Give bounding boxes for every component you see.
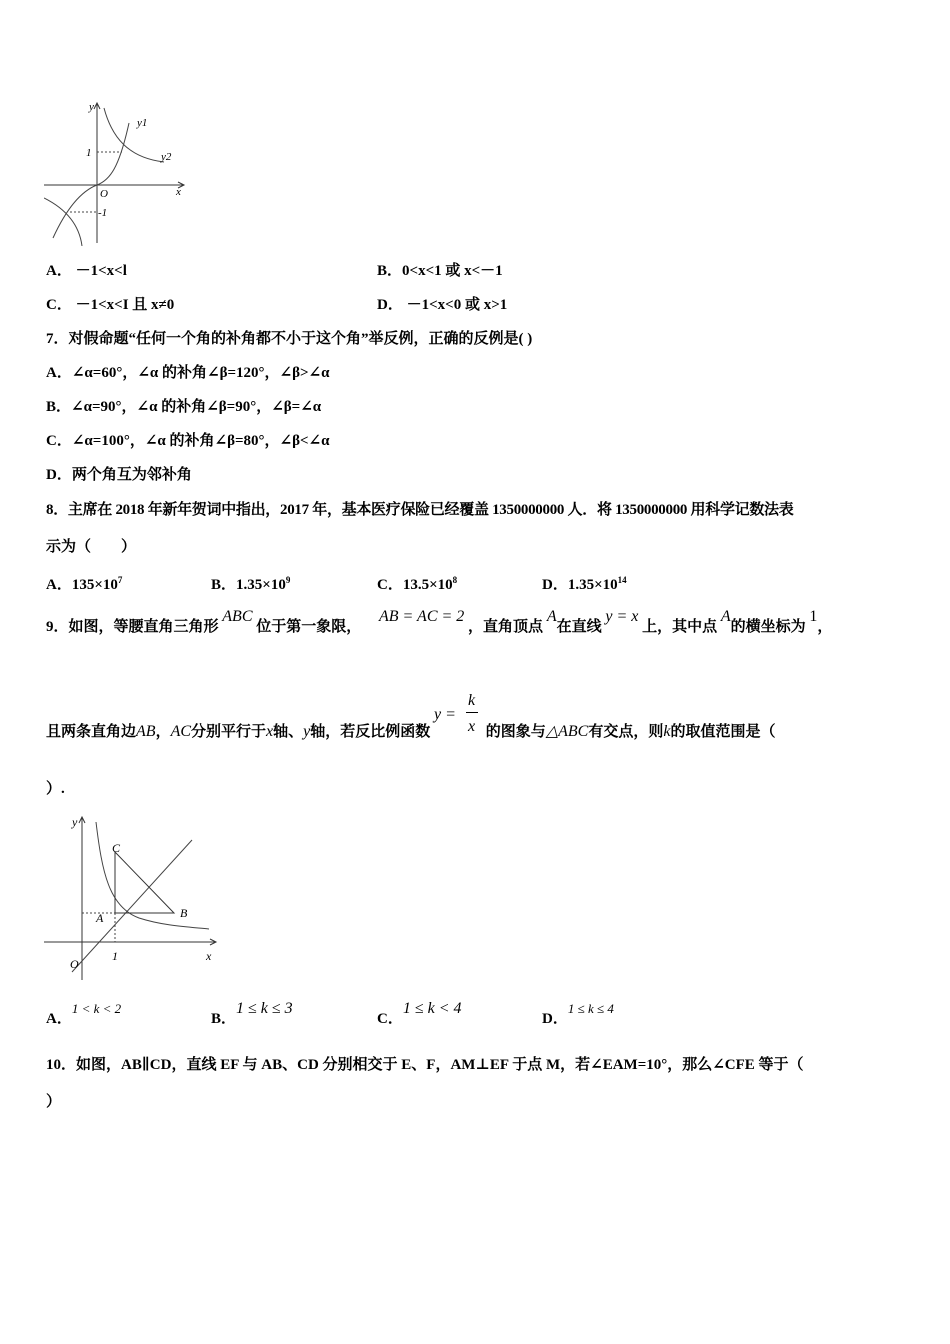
- text: 轴，若反比例函数: [310, 724, 431, 740]
- q9-option-c[interactable]: [377, 1000, 462, 1028]
- option-text: －1<x<0 或 x>1: [406, 297, 508, 313]
- math: k: [468, 692, 476, 709]
- text: 的横坐标为: [730, 619, 806, 635]
- text: ，: [155, 724, 171, 740]
- q9-stem-end: ）.: [46, 781, 65, 797]
- q7-option-b[interactable]: [46, 398, 321, 416]
- option-label: D．: [542, 1011, 568, 1027]
- origin-label: O: [70, 957, 79, 971]
- q6-option-c[interactable]: [46, 296, 174, 314]
- curve-y1: [53, 123, 129, 238]
- curve-y2: [104, 108, 164, 162]
- text: 9．如图，等腰直角三角形: [46, 619, 219, 635]
- q6-option-a[interactable]: [46, 262, 127, 280]
- option-text: －1<x<I 且 x≠0: [75, 297, 175, 313]
- option-label: C．: [46, 297, 72, 313]
- text: 有交点，则: [588, 724, 664, 740]
- option-label: D．: [46, 467, 72, 483]
- q6-figure: [44, 98, 192, 246]
- math: 1: [809, 608, 818, 625]
- math: AB: [136, 723, 156, 740]
- q10-stem-line1: 10．如图，AB∥CD，直线 EF 与 AB、CD 分别相交于 E、F，AM⊥EF 于点 M，若∠EAM=10°，那么∠CFE 等于（: [46, 1057, 804, 1073]
- fraction-bar: [466, 712, 478, 713]
- q8-option-a[interactable]: [46, 571, 122, 594]
- q7-option-c[interactable]: [46, 432, 330, 450]
- math: △ABC: [545, 723, 589, 740]
- tick-neg-1: -1: [98, 207, 108, 219]
- math: y: [303, 723, 311, 740]
- q8-option-c[interactable]: [377, 571, 457, 594]
- triangle-abc: [115, 852, 174, 913]
- origin-label: O: [100, 188, 108, 200]
- option-text: －1<x<l: [75, 263, 127, 279]
- option-label: B．: [377, 263, 403, 279]
- text: ，直角顶点: [468, 619, 544, 635]
- math: x: [468, 718, 476, 735]
- exponent: 8: [452, 575, 458, 585]
- q9-option-b[interactable]: [211, 1000, 293, 1028]
- y2-label: y2: [161, 151, 172, 163]
- x-label: x: [206, 949, 212, 963]
- tick-1: 1: [86, 147, 92, 159]
- option-text: ∠α=60°，∠α 的补角∠β=120°，∠β>∠α: [71, 365, 330, 381]
- text: 分别平行于: [191, 724, 267, 740]
- q8-stem-line1: 8．主席在 2018 年新年贺词中指出，2017 年，基本医疗保险已经覆盖 1350000000 人．将 1350000000 用科学记数法表: [46, 502, 794, 518]
- option-label: C．: [377, 577, 403, 593]
- option-text: 1 ≤ k ≤ 3: [236, 1000, 293, 1017]
- q8-option-b[interactable]: [211, 571, 290, 594]
- exponent: 14: [617, 575, 627, 585]
- option-text: 1 ≤ k ≤ 4: [567, 1001, 614, 1016]
- option-label: C．: [377, 1011, 403, 1027]
- option-label: D．: [377, 297, 403, 313]
- exponent: 7: [117, 575, 123, 585]
- option-text: 两个角互为邻补角: [71, 467, 192, 483]
- q6-option-b[interactable]: [377, 262, 503, 280]
- option-label: D．: [542, 577, 568, 593]
- math: A: [546, 608, 557, 625]
- math: y = x: [605, 608, 639, 625]
- option-text: ∠α=100°，∠α 的补角∠β=80°，∠β<∠α: [71, 433, 330, 449]
- text: 且两条直角边: [46, 724, 137, 740]
- text: 位于第一象限，: [256, 619, 362, 635]
- q9-figure: [44, 812, 224, 982]
- option-label: A．: [46, 577, 72, 593]
- tick-1: 1: [112, 949, 118, 963]
- option-label: B．: [211, 577, 237, 593]
- q9-stem-line2: [46, 692, 776, 741]
- math: AB = AC = 2: [379, 608, 465, 625]
- option-text: 1.35×10: [567, 577, 618, 593]
- q9-stem-line1: [46, 608, 833, 636]
- q8-option-d[interactable]: [542, 571, 627, 594]
- math: ABC: [222, 608, 253, 625]
- option-label: A．: [46, 263, 72, 279]
- option-label: B．: [211, 1011, 237, 1027]
- option-text: 1 ≤ k < 4: [402, 1000, 462, 1017]
- point-c-label: C: [112, 841, 121, 855]
- fraction-k-over-x: [434, 692, 482, 736]
- q7-stem: 7．对假命题“任何一个角的补角都不小于这个角”举反例，正确的反例是( ): [46, 331, 533, 347]
- y1-label: y1: [137, 117, 148, 129]
- option-text: 13.5×10: [402, 577, 453, 593]
- q6-option-d[interactable]: [377, 296, 507, 314]
- math: A: [720, 608, 731, 625]
- exponent: 9: [285, 575, 291, 585]
- option-text: 135×10: [71, 577, 118, 593]
- line-y-equals-x: [72, 840, 192, 972]
- math: y =: [434, 706, 456, 723]
- math: x: [266, 723, 274, 740]
- point-a-label: A: [96, 911, 104, 925]
- q10-stem-line2: ）: [46, 1094, 62, 1110]
- math: AC: [170, 723, 192, 740]
- text: 的取值范围是（: [670, 724, 776, 740]
- q8-stem-line2: 示为（ ）: [46, 539, 137, 555]
- point-b-label: B: [180, 906, 188, 920]
- text: 的图象与: [485, 724, 546, 740]
- q9-option-d[interactable]: [542, 1001, 614, 1028]
- q7-option-d[interactable]: [46, 466, 192, 484]
- text: 轴、: [273, 724, 304, 740]
- option-label: B．: [46, 399, 72, 415]
- q7-option-a[interactable]: [46, 364, 330, 382]
- option-label: C．: [46, 433, 72, 449]
- option-text: 1 < k < 2: [71, 1001, 122, 1016]
- math: k: [663, 723, 671, 740]
- text: ，: [817, 619, 833, 635]
- option-text: ∠α=90°，∠α 的补角∠β=90°，∠β=∠α: [71, 399, 322, 415]
- text: 在直线: [556, 619, 602, 635]
- q9-option-a[interactable]: [46, 1001, 122, 1028]
- option-text: 0<x<1 或 x<－1: [402, 263, 503, 279]
- y-label: y: [72, 815, 78, 829]
- text: 上，其中点: [642, 619, 718, 635]
- option-label: A．: [46, 1011, 72, 1027]
- option-label: A．: [46, 365, 72, 381]
- x-label: x: [176, 186, 181, 198]
- y-label: y: [89, 101, 94, 113]
- option-text: 1.35×10: [236, 577, 286, 593]
